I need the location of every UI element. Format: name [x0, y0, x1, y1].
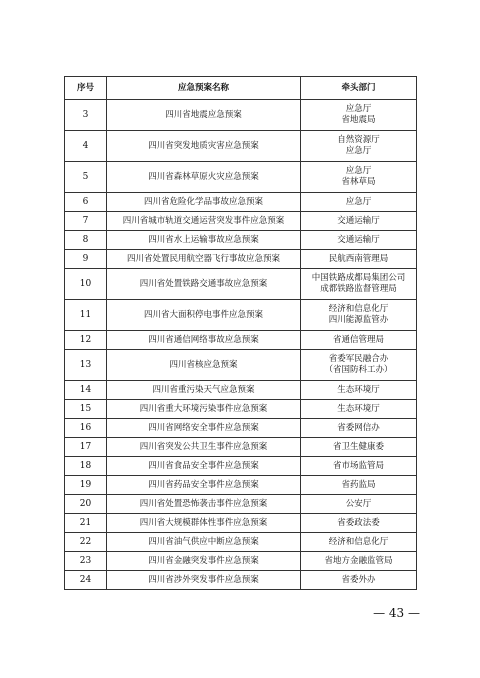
table-row [65, 476, 417, 495]
department-line: 省药监局 [341, 479, 376, 490]
cell-plan-name: 四川省处置恐怖袭击事件应急预案 [107, 495, 301, 514]
table-body [65, 100, 417, 590]
cell-plan-name: 四川省大面积停电事件应急预案 [107, 300, 301, 331]
cell-lead-department [301, 419, 417, 438]
cell-lead-department [301, 193, 417, 212]
cell-serial-number: 16 [65, 419, 107, 438]
department-line: 经济和信息化厅 [328, 304, 389, 314]
cell-plan-name: 四川省重污染天气应急预案 [107, 381, 301, 400]
department-line: 生态环境厅 [337, 384, 380, 395]
cell-plan-name: 四川省通信网络事故应急预案 [107, 331, 301, 350]
department-line: 省委网信办 [337, 422, 380, 433]
department-line: 省委外办 [341, 574, 376, 585]
cell-serial-number: 23 [65, 552, 107, 571]
department-line: 应急厅 [345, 196, 372, 207]
cell-lead-department [301, 571, 417, 590]
cell-plan-name: 四川省网络安全事件应急预案 [107, 419, 301, 438]
cell-serial-number: 20 [65, 495, 107, 514]
cell-plan-name: 四川省处置铁路交通事故应急预案 [107, 269, 301, 300]
table-row [65, 438, 417, 457]
department-line: 省委政法委 [337, 517, 380, 528]
department-line: 省林草局 [341, 177, 376, 187]
cell-plan-name: 四川省突发地质灾害应急预案 [107, 131, 301, 162]
cell-lead-department [301, 231, 417, 250]
table-row [65, 552, 417, 571]
cell-serial-number: 21 [65, 514, 107, 533]
cell-serial-number: 10 [65, 269, 107, 300]
table-row [65, 495, 417, 514]
cell-lead-department [301, 131, 417, 162]
cell-lead-department [301, 457, 417, 476]
cell-serial-number: 19 [65, 476, 107, 495]
cell-lead-department [301, 552, 417, 571]
cell-serial-number: 4 [65, 131, 107, 162]
table-row [65, 231, 417, 250]
department-line: 自然资源厅 [337, 135, 380, 145]
emergency-plan-table [64, 76, 417, 590]
cell-serial-number: 17 [65, 438, 107, 457]
department-line: 省地方金融监管局 [324, 555, 393, 566]
table-row [65, 533, 417, 552]
department-line: 交通运输厅 [337, 215, 380, 226]
cell-plan-name: 四川省地震应急预案 [107, 100, 301, 131]
cell-lead-department [301, 250, 417, 269]
table-row [65, 457, 417, 476]
table-row [65, 162, 417, 193]
cell-serial-number: 3 [65, 100, 107, 131]
department-line: 成都铁路监督管理局 [320, 284, 397, 294]
header-plan-name: 应急预案名称 [107, 77, 301, 100]
cell-lead-department [301, 495, 417, 514]
cell-serial-number: 14 [65, 381, 107, 400]
department-line: 省通信管理局 [332, 334, 384, 345]
department-line: 应急厅 [345, 104, 372, 114]
table-header-row [65, 77, 417, 100]
cell-lead-department [301, 162, 417, 193]
header-serial-number: 序号 [65, 77, 107, 100]
cell-plan-name: 四川省水上运输事故应急预案 [107, 231, 301, 250]
cell-serial-number: 5 [65, 162, 107, 193]
cell-lead-department [301, 438, 417, 457]
department-line: 民航西南管理局 [328, 253, 389, 264]
cell-lead-department [301, 300, 417, 331]
table-row [65, 331, 417, 350]
department-line: 公安厅 [345, 498, 372, 509]
cell-serial-number: 6 [65, 193, 107, 212]
cell-plan-name: 四川省油气供应中断应急预案 [107, 533, 301, 552]
table-row [65, 419, 417, 438]
cell-plan-name: 四川省重大环境污染事件应急预案 [107, 400, 301, 419]
cell-serial-number: 18 [65, 457, 107, 476]
cell-lead-department [301, 381, 417, 400]
cell-serial-number: 9 [65, 250, 107, 269]
table-row [65, 381, 417, 400]
cell-lead-department [301, 269, 417, 300]
department-line: 应急厅 [345, 146, 372, 156]
cell-plan-name: 四川省大规模群体性事件应急预案 [107, 514, 301, 533]
table-row [65, 250, 417, 269]
table-row [65, 350, 417, 381]
table-row [65, 571, 417, 590]
table-row [65, 269, 417, 300]
table-row [65, 300, 417, 331]
cell-lead-department [301, 212, 417, 231]
table-row [65, 131, 417, 162]
page-number: — 43 — [373, 606, 420, 620]
cell-serial-number: 24 [65, 571, 107, 590]
cell-serial-number: 11 [65, 300, 107, 331]
department-line: 经济和信息化厅 [328, 536, 389, 547]
table-row [65, 400, 417, 419]
cell-plan-name: 四川省危险化学品事故应急预案 [107, 193, 301, 212]
cell-plan-name: 四川省处置民用航空器飞行事故应急预案 [107, 250, 301, 269]
cell-lead-department [301, 331, 417, 350]
cell-plan-name: 四川省涉外突发事件应急预案 [107, 571, 301, 590]
department-line: 交通运输厅 [337, 234, 380, 245]
department-line: 生态环境厅 [337, 403, 380, 414]
department-line: 省卫生健康委 [332, 441, 384, 452]
cell-serial-number: 13 [65, 350, 107, 381]
cell-lead-department [301, 533, 417, 552]
cell-plan-name: 四川省城市轨道交通运营突发事件应急预案 [107, 212, 301, 231]
department-line: 应急厅 [345, 166, 372, 176]
cell-serial-number: 15 [65, 400, 107, 419]
cell-lead-department [301, 476, 417, 495]
department-line: 四川能源监管办 [328, 315, 389, 325]
cell-plan-name: 四川省核应急预案 [107, 350, 301, 381]
cell-serial-number: 7 [65, 212, 107, 231]
department-line: 省委军民融合办 [328, 354, 389, 364]
cell-plan-name: 四川省食品安全事件应急预案 [107, 457, 301, 476]
cell-lead-department [301, 514, 417, 533]
department-line: （省国防科工办） [324, 365, 393, 375]
cell-plan-name: 四川省金融突发事件应急预案 [107, 552, 301, 571]
department-line: 中国铁路成都局集团公司 [311, 273, 406, 283]
cell-serial-number: 12 [65, 331, 107, 350]
table-row [65, 514, 417, 533]
cell-lead-department [301, 400, 417, 419]
cell-lead-department [301, 350, 417, 381]
table-row [65, 100, 417, 131]
cell-lead-department [301, 100, 417, 131]
department-line: 省市场监管局 [332, 460, 384, 471]
header-lead-department: 牵头部门 [301, 77, 417, 100]
department-line: 省地震局 [341, 115, 376, 125]
cell-serial-number: 8 [65, 231, 107, 250]
cell-plan-name: 四川省突发公共卫生事件应急预案 [107, 438, 301, 457]
cell-serial-number: 22 [65, 533, 107, 552]
table-row [65, 212, 417, 231]
cell-plan-name: 四川省森林草原火灾应急预案 [107, 162, 301, 193]
table-row [65, 193, 417, 212]
cell-plan-name: 四川省药品安全事件应急预案 [107, 476, 301, 495]
